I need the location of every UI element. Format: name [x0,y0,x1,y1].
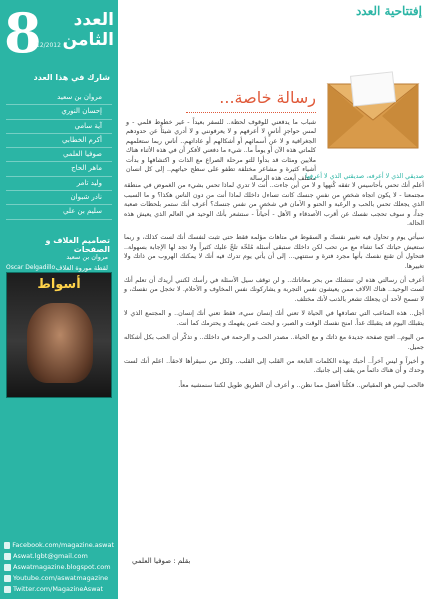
contributor-item: مروان بن سعيد [6,91,112,105]
credit-item: لقطة موروة الغلاف [55,264,108,272]
paragraph: أعرف أن رسالتي هذه لن تنتشلك من بحر معاناتك.. و لن توقف سيل الأسئلة في رأسك لكنني أريدك أن تعلم أنك لست الوحيد.. هناك الآلاف ممن يعيشون نفس التجربة و يشاركونك نفس المخاوف و الأحلام. لا تخجل من نفسك، و لا تسمح لأحد أن يجعلك تشعر بالذنب لأنك مختلف. [124,277,424,303]
social-link-email[interactable]: Aswat.lgbt@gmail.com [4,551,114,562]
social-link-youtube[interactable]: Youtube.com/aswatmagazine [4,573,114,584]
contributor-item: آية سامي [6,120,112,134]
contributors-title: شارك في هذا العدد [33,73,110,82]
paragraph: فالحب ليس هو المقياس.. فكلّنا أفضل مما نظن.. و أعرف أن الطريق طويل لكننا سنمشيه معاً. [178,381,424,389]
cover-logo: أسواط [37,277,81,292]
social-link-blog[interactable]: Aswatmagazine.blogspot.com [4,562,114,573]
contributor-item: وليد تامر [6,177,112,191]
blogger-icon [4,564,11,571]
envelope-illustration [324,64,422,162]
contributors-list [0,91,118,220]
youtube-icon [4,575,11,582]
paragraph: من اليوم.. افتح صفحة جديدة مع ذاتك و مع الحياة.. مصدر الحب و الرحمة في داخلك.. و تذكّر أن الحب بكل أشكاله جميل. [124,334,424,351]
title-rule [186,112,316,113]
photographer-name: Oscar Delgadillo [6,264,56,271]
author-signature: بقلم : صوفيا العلمي [132,557,191,565]
cover-thumbnail[interactable] [6,272,112,398]
paragraph: أعلم أنك تحس بأحاسيس لا تفقه كُنهها و لا من أين جاءت.. أنت لا تدري لماذا تحس بشيء من الغموض في منطقة مجتمعنا - لا يكون اتجاه شخصٍ من نفسِ جنسك كانت تساءل داخلك لماذا أنت من دون الناس هكذا؟ و ما السبب الذي يجعلك تحس بالحب و الرغبة و الحنو و الأمان في شخصٍ من نفس جنسك؟ أعرف أنك ستمر بلحظات صعبة جداً، و سوف تحجب نفسك عن أقرب الأصدقاء و الأهل - أحياناً - ستشعر بأنك الوحيد في العالم الذي يعيش هذه الحالة. [124,182,424,228]
sidebar [0,0,118,599]
contributor-item: ماهر الحاج [6,162,112,176]
cover-portrait [27,303,93,383]
article [122,0,428,599]
issue-date: 12/2012 [36,42,61,49]
contributor-item: أكرم الخطابي [6,134,112,148]
contributor-item: سليم بن علي [6,205,112,219]
issue-number: 8 [4,1,42,65]
issue-header [0,1,118,65]
salutation: صديقي الذي لا أعرفه، صديقتي الذي لا أعرفها [305,173,424,180]
twitter-icon [4,586,11,593]
contributor-item: صوفيا العلمي [6,148,112,162]
contributor-item: نادر شبوان [6,191,112,205]
social-links [4,540,114,595]
article-title: رسالة خاصة... [219,88,316,107]
section-logo: إفتتاحية العدد [355,4,422,18]
credit-item: مروان بن سعيد [66,253,108,261]
contributor-item: إحسان النوري [6,105,112,119]
credits-title: تصاميم الغلاف و الصفحات [45,236,110,254]
social-link-facebook[interactable]: Facebook.com/magazine.aswat [4,540,114,551]
facebook-icon [4,542,10,549]
paragraph-intro: شباب ما يدفعني للوقوف لحظة.. للسفر بعيداً - غير خطوط قلمي - و لمس حواجزِ أناسٍ لا أعرفهم و لا يعرفونني و لا أدري شيئاً عن حدودهم الجغرافية و لا عن أسمائهم أو أشكالهم أو عاداتهم.. أناس ربما ستعلمهم كلماتي هذه الآن أو يوماً ما.. شيء ما دفعني لأفكر أن في هذه الأثناء هناك ملايين ومئات قد بدأوا للتو مرحلة الصراع مع الذات و اكتشافها و بدأت أشياء كثيرة و مشاعر مختلفة تطفو على سطح حياتهم.. إلى كل انسان مختلف أبعث هذه الرسالة [126,119,316,183]
email-icon [4,553,11,560]
social-link-twitter[interactable]: Twitter.com/MagazineAswat [4,584,114,595]
paragraph: سيأتي يوم و تحاول فيه تغيير نفسك و السقوط في متاهات مؤلمة فقط حتى تثبت لنفسك أنك لست كذلك، و ربما ستعيش حياتك كما تشاء مع من تحب لكن داخلك ستبقى أسئلة مُلحّة تلحّ عليك كثيراً ولا تجد لها الإجابة بسهولة.. فتحاول أن تقنع نفسك بأنها مجرد فترة و ستنتهي... إلى أن يأتي يوم تدرك فيه أنك لا يمكنك الهروب من ذاتك ولا تغييرها. [124,234,424,270]
paragraph: أجل.. هذه المتاعب التي تصادفها في الحياة لا تعني أنك إنسان سيء، فقط تعني أنك إنسان.. و المجتمع الذي لا يتقبلك اليوم قد يتقبلك غداً. امنح نفسك الوقت و الصبر، و ابحث عمن يفهمك و يحترمك كما أنت. [124,310,424,327]
article-body [124,172,424,390]
issue-title: العدد الثامن [62,10,114,50]
paragraph: و أخيراً و ليس آخراً.. أحبك بهذه الكلمات النابعة من القلب إلى القلب.. ولكل من سيقرأها لاحقاً.. اعلم أنك لست وحدك و أن هناك دائماً من يقف إلى جانبك. [124,357,424,375]
